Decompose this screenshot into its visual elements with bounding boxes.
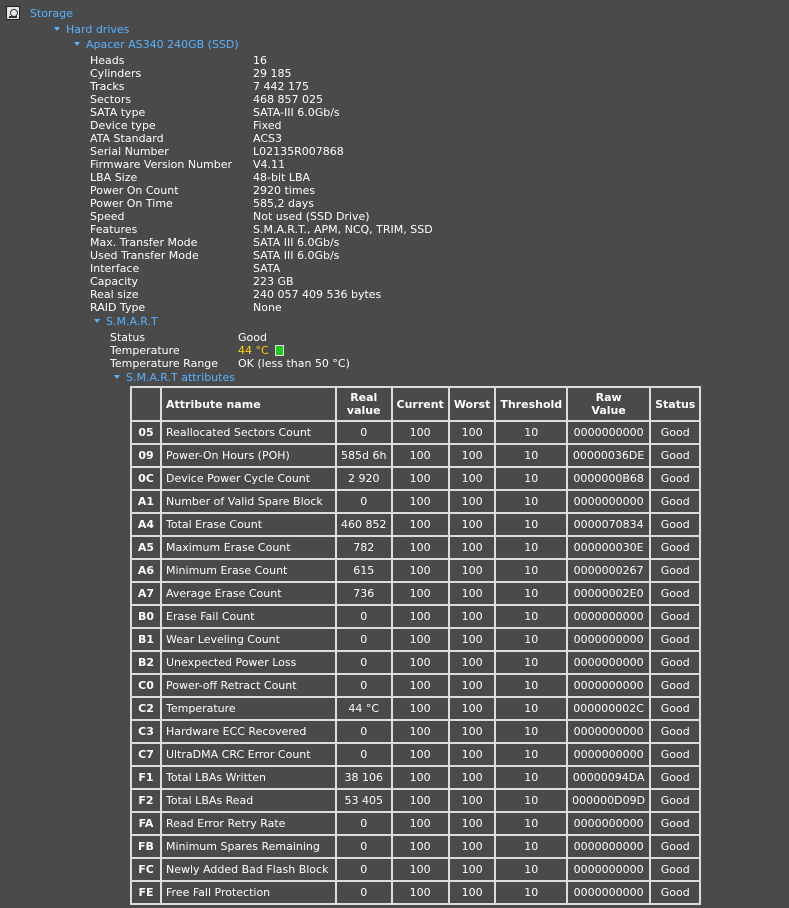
property-label: Speed — [90, 210, 125, 223]
current-value: 100 — [393, 445, 448, 466]
attribute-name: Minimum Erase Count — [162, 560, 335, 581]
property-label: LBA Size — [90, 171, 138, 184]
header-current: Current — [393, 388, 448, 420]
worst-value: 100 — [450, 859, 495, 880]
threshold-value: 10 — [496, 744, 566, 765]
property-label: RAID Type — [90, 301, 146, 314]
property-label: Cylinders — [90, 67, 142, 80]
table-row[interactable] — [132, 422, 699, 443]
property-value: 585,2 days — [253, 197, 314, 210]
attribute-name: Power-On Hours (POH) — [162, 445, 335, 466]
raw-value: 0000000000 — [568, 836, 649, 857]
property-value: SATA III 6.0Gb/s — [253, 249, 340, 262]
header-status: Status — [651, 388, 699, 420]
property-row — [90, 67, 570, 80]
status-value: Good — [651, 882, 699, 903]
table-row[interactable] — [132, 537, 699, 558]
worst-value: 100 — [450, 790, 495, 811]
worst-value: 100 — [450, 606, 495, 627]
raw-value: 0000000000 — [568, 675, 649, 696]
property-value: None — [253, 301, 282, 314]
status-value: Good — [651, 859, 699, 880]
worst-value: 100 — [450, 445, 495, 466]
attribute-id: A7 — [132, 583, 160, 604]
status-value: Good — [651, 514, 699, 535]
property-label: Real size — [90, 288, 139, 301]
threshold-value: 10 — [496, 652, 566, 673]
smart-temperature-label: Temperature — [110, 344, 180, 357]
raw-value: 0000000000 — [568, 629, 649, 650]
attribute-name: Device Power Cycle Count — [162, 468, 335, 489]
tree-smart-attributes-label: S.M.A.R.T attributes — [126, 371, 235, 384]
attribute-name: UltraDMA CRC Error Count — [162, 744, 335, 765]
tree-storage-label: Storage — [30, 7, 74, 20]
real-value: 585d 6h — [337, 445, 391, 466]
attribute-id: C0 — [132, 675, 160, 696]
tree-storage[interactable] — [30, 6, 73, 21]
status-value: Good — [651, 790, 699, 811]
threshold-value: 10 — [496, 790, 566, 811]
current-value: 100 — [393, 675, 448, 696]
property-label: Serial Number — [90, 145, 169, 158]
status-value: Good — [651, 721, 699, 742]
raw-value: 00000036DE — [568, 445, 649, 466]
current-value: 100 — [393, 652, 448, 673]
attribute-id: F1 — [132, 767, 160, 788]
threshold-value: 10 — [496, 445, 566, 466]
worst-value: 100 — [450, 767, 495, 788]
property-label: Tracks — [90, 80, 125, 93]
threshold-value: 10 — [496, 560, 566, 581]
attribute-name: Total LBAs Written — [162, 767, 335, 788]
expand-arrow-icon[interactable] — [114, 375, 120, 379]
worst-value: 100 — [450, 514, 495, 535]
property-value: L02135R007868 — [253, 145, 344, 158]
attribute-id: FC — [132, 859, 160, 880]
threshold-value: 10 — [496, 491, 566, 512]
current-value: 100 — [393, 698, 448, 719]
table-row[interactable] — [132, 698, 699, 719]
real-value: 736 — [337, 583, 391, 604]
threshold-value: 10 — [496, 675, 566, 696]
header-id — [132, 388, 160, 420]
raw-value: 00000094DA — [568, 767, 649, 788]
status-value: Good — [651, 468, 699, 489]
property-label: Power On Time — [90, 197, 173, 210]
table-row[interactable] — [132, 744, 699, 765]
real-value: 615 — [337, 560, 391, 581]
current-value: 100 — [393, 629, 448, 650]
attribute-id: C2 — [132, 698, 160, 719]
worst-value: 100 — [450, 652, 495, 673]
table-row[interactable] — [132, 882, 699, 903]
attribute-name: Wear Leveling Count — [162, 629, 335, 650]
current-value: 100 — [393, 882, 448, 903]
table-header-row — [132, 388, 699, 420]
raw-value: 0000000000 — [568, 744, 649, 765]
real-value: 44 °C — [337, 698, 391, 719]
current-value: 100 — [393, 836, 448, 857]
worst-value: 100 — [450, 629, 495, 650]
smart-status-value: Good — [238, 331, 267, 344]
property-value: 2920 times — [253, 184, 316, 197]
attribute-id: C7 — [132, 744, 160, 765]
threshold-value: 10 — [496, 583, 566, 604]
threshold-value: 10 — [496, 836, 566, 857]
raw-value: 0000000000 — [568, 652, 649, 673]
property-label: SATA type — [90, 106, 146, 119]
property-row — [90, 301, 570, 314]
threshold-value: 10 — [496, 514, 566, 535]
property-value: V4.11 — [253, 158, 286, 171]
current-value: 100 — [393, 790, 448, 811]
tree-drive[interactable] — [74, 37, 239, 52]
real-value: 460 852 — [337, 514, 391, 535]
status-value: Good — [651, 813, 699, 834]
threshold-value: 10 — [496, 721, 566, 742]
status-value: Good — [651, 698, 699, 719]
expand-arrow-icon[interactable] — [54, 27, 60, 31]
real-value: 0 — [337, 629, 391, 650]
raw-value: 0000000B68 — [568, 468, 649, 489]
property-value: 223 GB — [253, 275, 294, 288]
property-row — [90, 223, 570, 236]
status-value: Good — [651, 537, 699, 558]
smart-status-row — [110, 331, 350, 344]
status-value: Good — [651, 491, 699, 512]
current-value: 100 — [393, 744, 448, 765]
property-row — [90, 171, 570, 184]
raw-value: 000000030E — [568, 537, 649, 558]
table-row[interactable] — [132, 652, 699, 673]
real-value: 0 — [337, 675, 391, 696]
attribute-id: B1 — [132, 629, 160, 650]
attribute-id: F2 — [132, 790, 160, 811]
attribute-name: Reallocated Sectors Count — [162, 422, 335, 443]
attribute-name: Power-off Retract Count — [162, 675, 335, 696]
table-row[interactable] — [132, 721, 699, 742]
attribute-id: A6 — [132, 560, 160, 581]
real-value: 0 — [337, 652, 391, 673]
expand-arrow-icon[interactable] — [74, 42, 80, 46]
property-value: 240 057 409 536 bytes — [253, 288, 382, 301]
property-value: SATA — [253, 262, 281, 275]
attribute-id: A5 — [132, 537, 160, 558]
property-label: Device type — [90, 119, 156, 132]
raw-value: 0000000267 — [568, 560, 649, 581]
status-value: Good — [651, 560, 699, 581]
attribute-name: Maximum Erase Count — [162, 537, 335, 558]
status-value: Good — [651, 675, 699, 696]
current-value: 100 — [393, 813, 448, 834]
property-value: SATA III 6.0Gb/s — [253, 236, 340, 249]
attribute-id: 05 — [132, 422, 160, 443]
attribute-name: Number of Valid Spare Block — [162, 491, 335, 512]
property-row — [90, 132, 570, 145]
raw-value: 0000000000 — [568, 882, 649, 903]
table-row[interactable] — [132, 675, 699, 696]
tree-hard-drives-label: Hard drives — [66, 23, 130, 36]
property-row — [90, 288, 570, 301]
property-label: Used Transfer Mode — [90, 249, 199, 262]
table-row[interactable] — [132, 767, 699, 788]
table-row[interactable] — [132, 813, 699, 834]
threshold-value: 10 — [496, 468, 566, 489]
worst-value: 100 — [450, 744, 495, 765]
real-value: 0 — [337, 606, 391, 627]
table-row[interactable] — [132, 514, 699, 535]
raw-value: 00000002E0 — [568, 583, 649, 604]
raw-value: 0000000000 — [568, 422, 649, 443]
property-value: 468 857 025 — [253, 93, 323, 106]
raw-value: 0000070834 — [568, 514, 649, 535]
attribute-name: Average Erase Count — [162, 583, 335, 604]
attribute-id: 09 — [132, 445, 160, 466]
table-row[interactable] — [132, 583, 699, 604]
status-value: Good — [651, 744, 699, 765]
property-value: S.M.A.R.T., APM, NCQ, TRIM, SSD — [253, 223, 433, 236]
status-value: Good — [651, 583, 699, 604]
property-row — [90, 184, 570, 197]
property-row — [90, 249, 570, 262]
smart-temperature-row — [110, 344, 350, 357]
worst-value: 100 — [450, 675, 495, 696]
property-row — [90, 275, 570, 288]
attribute-name: Hardware ECC Recovered — [162, 721, 335, 742]
threshold-value: 10 — [496, 859, 566, 880]
attribute-id: C3 — [132, 721, 160, 742]
attribute-name: Total LBAs Read — [162, 790, 335, 811]
raw-value: 000000002C — [568, 698, 649, 719]
attribute-name: Total Erase Count — [162, 514, 335, 535]
table-row[interactable] — [132, 468, 699, 489]
property-label: Heads — [90, 54, 125, 67]
property-label: Features — [90, 223, 138, 236]
property-label: Capacity — [90, 275, 139, 288]
header-real-line2: value — [346, 404, 381, 417]
worst-value: 100 — [450, 583, 495, 604]
real-value: 0 — [337, 859, 391, 880]
table-row[interactable] — [132, 445, 699, 466]
storage-icon — [6, 6, 20, 20]
real-value: 0 — [337, 882, 391, 903]
tree-drive-label: Apacer AS340 240GB (SSD) — [86, 38, 239, 51]
threshold-value: 10 — [496, 882, 566, 903]
threshold-value: 10 — [496, 537, 566, 558]
real-value: 53 405 — [337, 790, 391, 811]
table-row[interactable] — [132, 859, 699, 880]
property-label: ATA Standard — [90, 132, 164, 145]
current-value: 100 — [393, 514, 448, 535]
worst-value: 100 — [450, 468, 495, 489]
property-value: ACS3 — [253, 132, 282, 145]
attribute-id: 0C — [132, 468, 160, 489]
current-value: 100 — [393, 859, 448, 880]
status-value: Good — [651, 836, 699, 857]
property-row — [90, 262, 570, 275]
table-row[interactable] — [132, 790, 699, 811]
status-value: Good — [651, 767, 699, 788]
tree-smart[interactable] — [94, 314, 158, 329]
header-raw-line2: Value — [591, 404, 626, 417]
table-row[interactable] — [132, 606, 699, 627]
real-value: 0 — [337, 721, 391, 742]
smart-temperature-value: 44 °C — [238, 344, 269, 357]
attribute-id: A1 — [132, 491, 160, 512]
raw-value: 0000000000 — [568, 859, 649, 880]
attribute-id: B0 — [132, 606, 160, 627]
attribute-name: Unexpected Power Loss — [162, 652, 335, 673]
attribute-id: FA — [132, 813, 160, 834]
worst-value: 100 — [450, 813, 495, 834]
attribute-name: Newly Added Bad Flash Block — [162, 859, 335, 880]
worst-value: 100 — [450, 698, 495, 719]
tree-smart-label: S.M.A.R.T — [106, 315, 158, 328]
current-value: 100 — [393, 537, 448, 558]
current-value: 100 — [393, 560, 448, 581]
property-label: Interface — [90, 262, 140, 275]
real-value: 38 106 — [337, 767, 391, 788]
worst-value: 100 — [450, 836, 495, 857]
property-label: Sectors — [90, 93, 132, 106]
property-row — [90, 210, 570, 223]
status-value: Good — [651, 422, 699, 443]
header-raw-value — [568, 388, 649, 420]
smart-temperature-range-label: Temperature Range — [110, 357, 219, 370]
attribute-id: FB — [132, 836, 160, 857]
property-row — [90, 54, 570, 67]
raw-value: 0000000000 — [568, 491, 649, 512]
tree-smart-attributes[interactable] — [114, 370, 235, 385]
property-label: Max. Transfer Mode — [90, 236, 198, 249]
tree-hard-drives[interactable] — [54, 22, 129, 37]
attribute-name: Free Fall Protection — [162, 882, 335, 903]
threshold-value: 10 — [496, 698, 566, 719]
header-threshold: Threshold — [496, 388, 566, 420]
property-value: 7 442 175 — [253, 80, 309, 93]
attribute-id: FE — [132, 882, 160, 903]
header-raw-line1: Raw — [595, 391, 622, 404]
attribute-id: B2 — [132, 652, 160, 673]
property-value: 48-bit LBA — [253, 171, 311, 184]
worst-value: 100 — [450, 882, 495, 903]
header-real-line1: Real — [350, 391, 378, 404]
property-row — [90, 158, 570, 171]
real-value: 782 — [337, 537, 391, 558]
real-value: 0 — [337, 813, 391, 834]
worst-value: 100 — [450, 422, 495, 443]
smart-status-label: Status — [110, 331, 146, 344]
property-value: SATA-III 6.0Gb/s — [253, 106, 340, 119]
raw-value: 0000000000 — [568, 721, 649, 742]
current-value: 100 — [393, 468, 448, 489]
property-value: Fixed — [253, 119, 282, 132]
property-row — [90, 93, 570, 106]
real-value: 0 — [337, 491, 391, 512]
current-value: 100 — [393, 721, 448, 742]
real-value: 2 920 — [337, 468, 391, 489]
smart-temperature-range-value: OK (less than 50 °C) — [238, 357, 350, 370]
threshold-value: 10 — [496, 422, 566, 443]
property-value: 16 — [253, 54, 267, 67]
table-row[interactable] — [132, 629, 699, 650]
table-row[interactable] — [132, 491, 699, 512]
worst-value: 100 — [450, 537, 495, 558]
status-value: Good — [651, 445, 699, 466]
current-value: 100 — [393, 422, 448, 443]
threshold-value: 10 — [496, 767, 566, 788]
table-body — [132, 422, 699, 903]
property-row — [90, 145, 570, 158]
threshold-value: 10 — [496, 606, 566, 627]
status-value: Good — [651, 629, 699, 650]
temperature-gauge-icon — [275, 345, 284, 356]
drive-properties — [90, 54, 570, 314]
current-value: 100 — [393, 491, 448, 512]
real-value: 0 — [337, 744, 391, 765]
current-value: 100 — [393, 606, 448, 627]
real-value: 0 — [337, 422, 391, 443]
attribute-name: Read Error Retry Rate — [162, 813, 335, 834]
property-row — [90, 80, 570, 93]
property-value: Not used (SSD Drive) — [253, 210, 370, 223]
property-value: 29 185 — [253, 67, 292, 80]
raw-value: 000000D09D — [568, 790, 649, 811]
attribute-name: Minimum Spares Remaining — [162, 836, 335, 857]
property-row — [90, 197, 570, 210]
expand-arrow-icon[interactable] — [94, 319, 100, 323]
worst-value: 100 — [450, 721, 495, 742]
attribute-name: Erase Fail Count — [162, 606, 335, 627]
header-attribute-name: Attribute name — [162, 388, 335, 420]
threshold-value: 10 — [496, 629, 566, 650]
header-worst: Worst — [450, 388, 495, 420]
smart-temperature-range-row — [110, 357, 350, 370]
property-label: Firmware Version Number — [90, 158, 233, 171]
header-real-value — [337, 388, 391, 420]
property-row — [90, 236, 570, 249]
raw-value: 0000000000 — [568, 606, 649, 627]
property-row — [90, 119, 570, 132]
status-value: Good — [651, 652, 699, 673]
status-value: Good — [651, 606, 699, 627]
smart-summary — [110, 331, 350, 370]
current-value: 100 — [393, 583, 448, 604]
smart-attributes-table — [130, 386, 701, 905]
property-row — [90, 106, 570, 119]
table-row[interactable] — [132, 560, 699, 581]
worst-value: 100 — [450, 491, 495, 512]
table-row[interactable] — [132, 836, 699, 857]
real-value: 0 — [337, 836, 391, 857]
raw-value: 0000000000 — [568, 813, 649, 834]
property-label: Power On Count — [90, 184, 179, 197]
threshold-value: 10 — [496, 813, 566, 834]
attribute-name: Temperature — [162, 698, 335, 719]
attribute-id: A4 — [132, 514, 160, 535]
current-value: 100 — [393, 767, 448, 788]
worst-value: 100 — [450, 560, 495, 581]
